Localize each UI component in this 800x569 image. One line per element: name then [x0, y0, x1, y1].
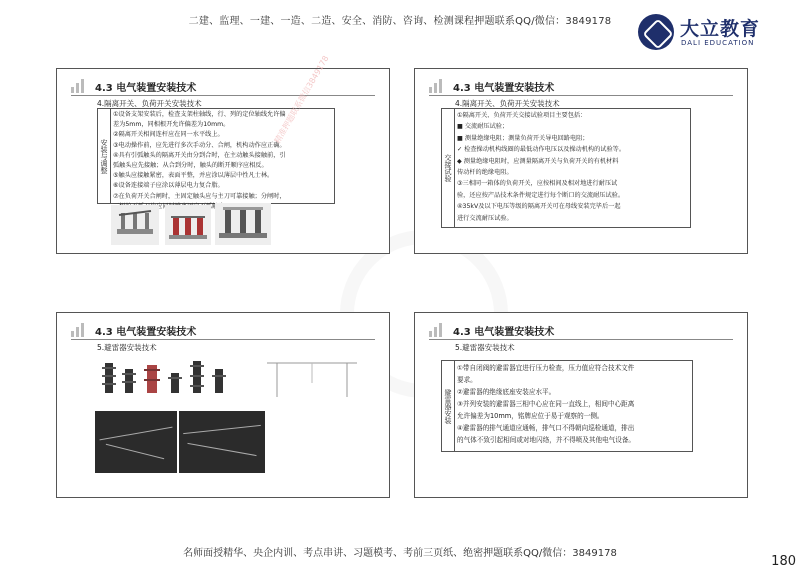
- bar-chart-icon: [71, 323, 89, 337]
- bar-chart-icon: [429, 323, 447, 337]
- side-label-text: 交接试验: [444, 154, 452, 182]
- logo-icon: [638, 14, 674, 50]
- text-line: ■ 测量绝缘电阻；测量负荷开关导电回路电阻；: [457, 134, 589, 142]
- slide-title: 4.3 电气装置安装技术: [95, 83, 197, 94]
- structure-drawing: [257, 353, 367, 399]
- bar-chart-icon: [71, 79, 89, 93]
- text-line: ④35kV及以下电压等级的隔离开关可在母线安装完毕后一起: [457, 203, 621, 211]
- wire-line: [99, 427, 172, 441]
- slide-subtitle: 5.避雷器安装技术: [97, 343, 157, 352]
- wire-line: [106, 444, 164, 459]
- wire-line: [187, 443, 256, 456]
- table-body: [111, 109, 334, 203]
- text-line: ⑥设备连接端子应涂以薄层电力复合脂。: [113, 182, 224, 190]
- text-line: ①带自闭阀的避雷器宜进行压力检查，压力值应符合技术文件: [457, 364, 635, 372]
- arrester-photo: [97, 357, 237, 399]
- video-frame: [179, 411, 265, 473]
- text-line: 的气体不致引起相间或对地闪络，并不得喷及其他电气设备。: [457, 436, 636, 444]
- text-line: ①隔离开关、负荷开关交接试验项目主要包括：: [457, 112, 587, 119]
- table-body: [455, 109, 690, 227]
- text-line: 弧触头应先接触；从合到分时，触头的断开顺序应相反。: [113, 162, 268, 170]
- content-table: [441, 360, 693, 452]
- text-line: ④避雷器的排气通道应通畅，排气口不得朝向巡检通道，排出: [457, 424, 635, 432]
- page-number: 180: [771, 554, 796, 569]
- slide-title: 4.3 电气装置安装技术: [95, 327, 197, 338]
- text-line: 进行交流耐压试验。: [457, 214, 513, 222]
- top-banner: 二建、监理、一建、一造、二造、安全、消防、咨询、检测课程押题联系QQ/微信：3849178: [188, 16, 612, 27]
- text-line: ■ 交流耐压试验；: [457, 123, 509, 131]
- text-line: 差为5mm，同相根开允许偏差为10mm。: [113, 121, 230, 129]
- text-line: 要求。: [457, 376, 477, 384]
- slide-subtitle: 4.隔离开关、负荷开关安装技术: [455, 99, 560, 108]
- slide-2: [414, 68, 748, 254]
- text-line: ②避雷器的绝缘底座安装应水平。: [457, 388, 556, 396]
- slide-4: [414, 312, 748, 498]
- side-label: [98, 109, 111, 203]
- text-line: 允许偏差为10mm，铭牌应位于易于观察的一侧。: [457, 412, 604, 420]
- logo-english: DALI EDUCATION: [681, 39, 755, 47]
- side-label: [442, 361, 455, 451]
- text-line: ④具有引弧触头的隔离开关由分到合时，在主动触头接触前，引: [113, 151, 286, 159]
- wire-line: [183, 425, 261, 434]
- switch-photo: [165, 205, 211, 245]
- title-divider: [71, 339, 375, 340]
- logo-text: 大立教育: [680, 18, 761, 40]
- text-line: ①设备支架安装后，检查支架柱轴线，行、列的定位轴线允许偏: [113, 111, 286, 118]
- slide-title: 4.3 电气装置安装技术: [453, 327, 555, 338]
- slide-subtitle: 4.隔离开关、负荷开关安装技术: [97, 99, 202, 108]
- watermark-text: 精准押题联系微信3849178: [272, 54, 331, 145]
- text-line: 传动杆的绝缘电阻。: [457, 169, 513, 177]
- side-label: [442, 109, 455, 227]
- text-line: ③三相同一箱体的负荷开关，应按相间及相对地进行耐压试: [457, 180, 618, 188]
- text-line: 验，还应按产品技术条件规定进行每个断口的交流耐压试验。: [457, 191, 625, 199]
- text-line: ②隔离开关相间连杆应在同一水平线上。: [113, 131, 224, 139]
- text-line: ③电动操作前，应先进行多次手动分、合闸，机构动作应正确。: [113, 141, 286, 149]
- text-line: ⑦在负荷开关合闸时，主固定触头应与主刀可靠接触；分闸时，: [113, 192, 286, 200]
- text-line: ⑤触头应接触紧密，表面平整，并应涂以薄层中性凡士林。: [113, 172, 274, 180]
- slide-title: 4.3 电气装置安装技术: [453, 83, 555, 94]
- content-table: [441, 108, 691, 228]
- side-label-text: 安装与调整: [100, 138, 108, 174]
- content-table: [97, 108, 335, 204]
- title-divider: [429, 95, 733, 96]
- bottom-banner: 名师面授精华、央企内训、考点串讲、习题模考、考前三页纸、绝密押题联系QQ/微信：3849178: [183, 548, 617, 559]
- text-line: ✓ 检查操动机构线圈的最低动作电压以及操动机构的试验等。: [457, 146, 626, 154]
- slide-3: [56, 312, 390, 498]
- bar-chart-icon: [429, 79, 447, 93]
- switch-photo: [215, 203, 271, 245]
- slide-1: [56, 68, 390, 254]
- switch-photo: [111, 205, 159, 245]
- table-body: [455, 361, 692, 451]
- side-label-text: 避雷器安装: [444, 388, 452, 424]
- text-line: ◆ 测量绝缘电阻时，应测量隔离开关与负荷开关的有机材料: [457, 157, 619, 165]
- title-divider: [71, 95, 375, 96]
- video-frame: [95, 411, 177, 473]
- slide-subtitle: 5.避雷器安装技术: [455, 343, 515, 352]
- logo: [638, 14, 778, 54]
- text-line: ③并列安装的避雷器三相中心应在同一直线上，相间中心距离: [457, 400, 635, 408]
- title-divider: [429, 339, 733, 340]
